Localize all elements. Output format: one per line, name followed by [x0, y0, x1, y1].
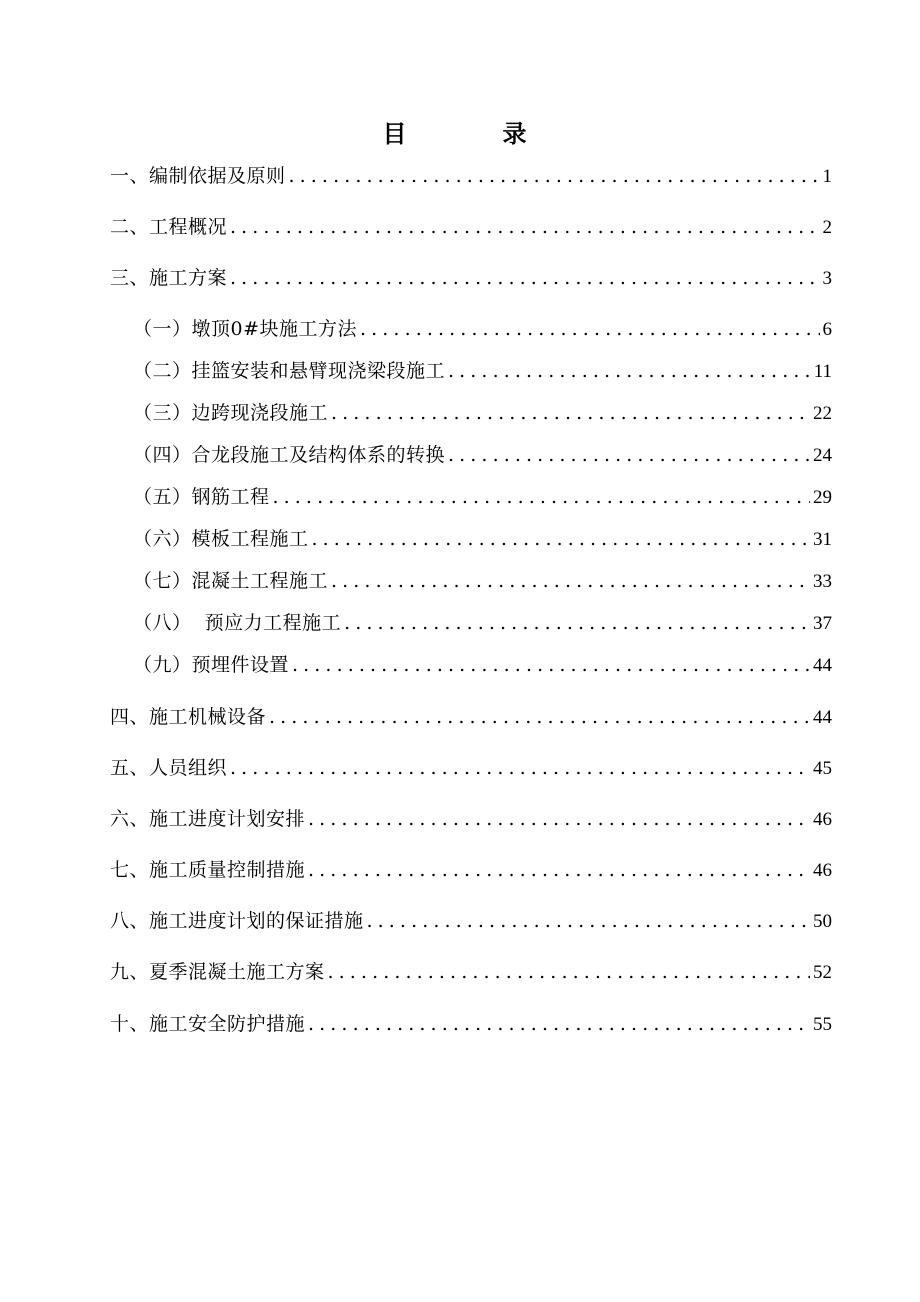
toc-entry-page: 46: [813, 860, 832, 881]
toc-leader-dots: [308, 856, 810, 884]
toc-entry-label: 五、人员组织: [110, 757, 228, 779]
toc-entry[interactable]: [110, 907, 832, 935]
toc-leader-dots: [292, 651, 810, 679]
toc-entry[interactable]: [133, 315, 832, 343]
toc-entry-page: 1: [822, 166, 832, 187]
toc-entry[interactable]: [110, 213, 832, 241]
toc-entry[interactable]: [110, 1010, 832, 1038]
toc-entry-page: 22: [813, 403, 832, 424]
toc-entry[interactable]: [133, 483, 832, 511]
toc-entry-label: 四、施工机械设备: [110, 706, 267, 728]
toc-entry-page: 37: [813, 613, 832, 634]
toc-entry-page: 11: [813, 361, 832, 382]
toc-entry[interactable]: [133, 567, 832, 595]
toc-leader-dots: [230, 264, 819, 292]
toc-leader-dots: [331, 399, 810, 427]
toc-entry-label: 八、施工进度计划的保证措施: [110, 910, 364, 932]
toc-entry-page: 31: [813, 529, 832, 550]
toc-entry-label: 三、施工方案: [110, 267, 228, 289]
page-title: 目 录: [382, 119, 563, 148]
toc-entry[interactable]: [110, 703, 832, 731]
toc-entry-page: 6: [822, 319, 832, 340]
toc-entry-page: 2: [822, 217, 832, 238]
toc-entry[interactable]: [110, 856, 832, 884]
toc-entry-page: 52: [813, 962, 832, 983]
toc-entry[interactable]: [133, 399, 832, 427]
toc-leader-dots: [328, 958, 810, 986]
toc-entry-label: （二）挂篮安装和悬臂现浇梁段施工: [133, 360, 446, 382]
toc-entry[interactable]: [110, 162, 832, 190]
toc-leader-dots: [308, 1010, 810, 1038]
toc-leader-dots: [273, 483, 810, 511]
toc-leader-dots: [448, 441, 810, 469]
toc-leader-dots: [344, 609, 810, 637]
toc-entry-page: 46: [813, 809, 832, 830]
toc-entry-label: 六、施工进度计划安排: [110, 808, 306, 830]
toc-entry[interactable]: [133, 651, 832, 679]
toc-entry-label: 一、编制依据及原则: [110, 165, 286, 187]
toc-entry-page: 33: [813, 571, 832, 592]
toc-entry-page: 44: [813, 655, 832, 676]
toc-leader-dots: [230, 213, 819, 241]
toc-entry[interactable]: [133, 441, 832, 469]
toc-entry[interactable]: [133, 357, 832, 385]
toc-entry-page: 45: [813, 758, 832, 779]
toc-entry[interactable]: [133, 525, 832, 553]
toc-leader-dots: [308, 805, 810, 833]
toc-entry[interactable]: [133, 609, 832, 637]
toc-entry[interactable]: [110, 754, 832, 782]
toc-leader-dots: [331, 567, 810, 595]
toc-entry-label: 七、施工质量控制措施: [110, 859, 306, 881]
toc-entry-label: 二、工程概况: [110, 216, 228, 238]
toc-entry-page: 3: [822, 268, 832, 289]
toc-entry-label: （六）模板工程施工: [133, 528, 309, 550]
toc-entry-label: 九、夏季混凝土施工方案: [110, 961, 325, 983]
toc-leader-dots: [448, 357, 811, 385]
toc-entry-label: （八） 预应力工程施工: [133, 612, 342, 634]
toc-entry-page: 29: [813, 487, 832, 508]
toc-leader-dots: [269, 703, 810, 731]
toc-leader-dots: [312, 525, 810, 553]
toc-entry[interactable]: [110, 264, 832, 292]
toc-leader-dots: [360, 315, 819, 343]
toc-leader-dots: [289, 162, 820, 190]
toc-entry-page: 24: [813, 445, 832, 466]
toc-entry-label: （三）边跨现浇段施工: [133, 402, 329, 424]
toc-entry-label: （七）混凝土工程施工: [133, 570, 329, 592]
toc-entry-label: （四）合龙段施工及结构体系的转换: [133, 444, 446, 466]
toc-leader-dots: [230, 754, 810, 782]
toc-leader-dots: [367, 907, 810, 935]
toc-entry[interactable]: [110, 958, 832, 986]
toc-entry-label: （五）钢筋工程: [133, 486, 270, 508]
toc-entry[interactable]: [110, 805, 832, 833]
toc-entry-label: 十、施工安全防护措施: [110, 1013, 306, 1035]
toc-entry-label: （一）墩顶0#块施工方法: [133, 318, 358, 340]
toc-entry-label: （九）预埋件设置: [133, 654, 290, 676]
toc-entry-page: 44: [813, 707, 832, 728]
toc-entry-page: 55: [813, 1014, 832, 1035]
toc-entry-page: 50: [813, 911, 832, 932]
